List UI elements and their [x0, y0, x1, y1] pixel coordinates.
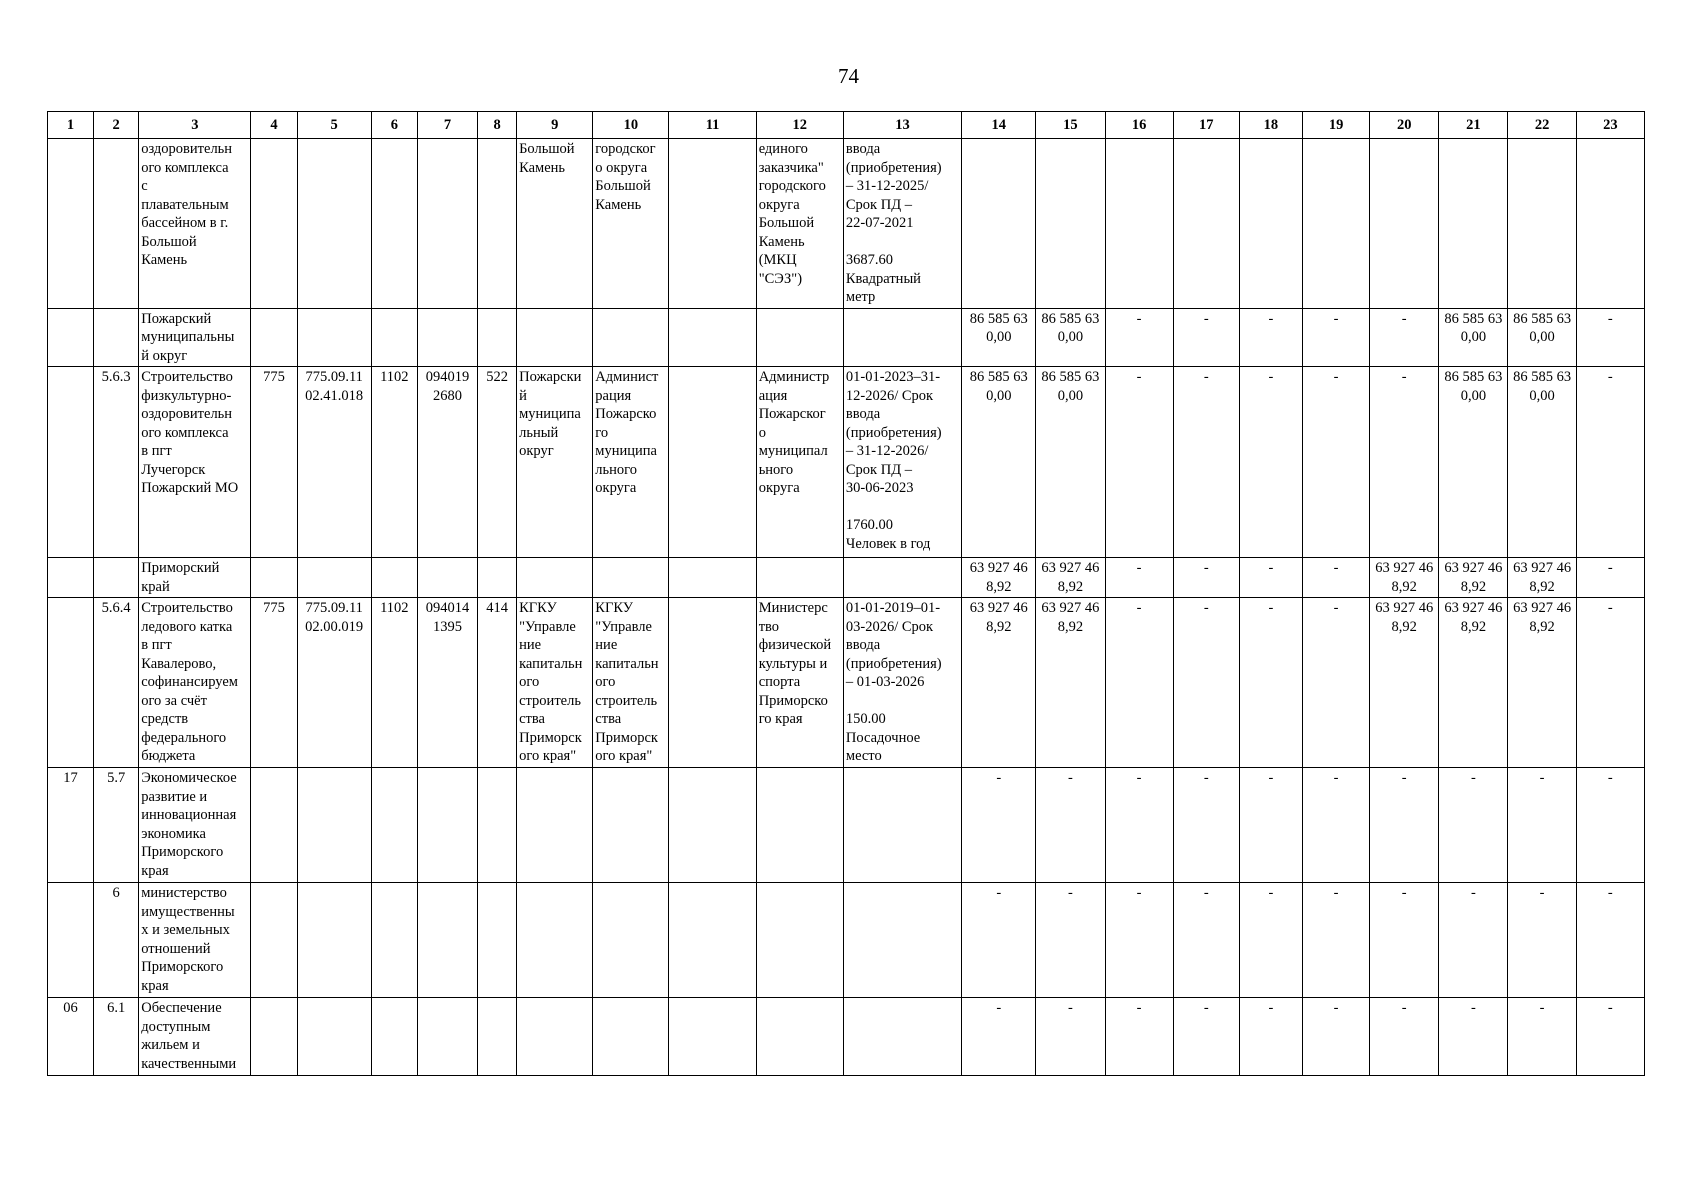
- table-cell-col-20: -: [1370, 883, 1439, 998]
- table-cell-col-22: 63 927 46 8,92: [1508, 558, 1576, 598]
- table-cell-col-1: 06: [48, 998, 94, 1076]
- table-row: [48, 598, 1645, 768]
- table-cell-col-9: Большой Камень: [517, 139, 593, 309]
- table-cell-col-22: -: [1508, 883, 1576, 998]
- table-cell-col-3: Приморский край: [139, 558, 251, 598]
- table-cell-col-21: -: [1439, 998, 1508, 1076]
- table-cell-col-4: [251, 998, 297, 1076]
- table-row: [48, 998, 1645, 1076]
- table-cell-col-7: [417, 308, 477, 367]
- table-cell-col-18: -: [1239, 768, 1302, 883]
- table-cell-col-23: -: [1576, 558, 1644, 598]
- table-cell-col-15: 86 585 63 0,00: [1036, 367, 1105, 558]
- table-cell-col-11: [669, 308, 756, 367]
- table-cell-col-10: [593, 768, 669, 883]
- table-cell-col-12: [756, 768, 843, 883]
- header-cell-18: 18: [1239, 112, 1302, 139]
- table-cell-col-4: [251, 883, 297, 998]
- header-cell-10: 10: [593, 112, 669, 139]
- table-cell-col-13: [843, 308, 961, 367]
- table-cell-col-6: [371, 768, 417, 883]
- table-cell-col-15: -: [1036, 998, 1105, 1076]
- table-cell-col-5: [297, 883, 371, 998]
- table-cell-col-2: 6: [94, 883, 139, 998]
- table-cell-col-15: 63 927 46 8,92: [1036, 558, 1105, 598]
- table-cell-col-5: [297, 768, 371, 883]
- table-cell-col-3: Строительство физкультурно- оздоровительн ого комплекса в пгт Лучегорск Пожарский МО: [139, 367, 251, 558]
- table-cell-col-9: [517, 883, 593, 998]
- table-cell-col-2: 5.6.3: [94, 367, 139, 558]
- table-cell-col-13: 01-01-2019–01- 03-2026/ Срок ввода (приобретения) – 01-03-2026 150.00 Посадочное место: [843, 598, 961, 768]
- table-cell-col-6: [371, 998, 417, 1076]
- table-cell-col-23: -: [1576, 308, 1644, 367]
- table-cell-col-12: единого заказчика" городского округа Большой Камень (МКЦ "СЭЗ"): [756, 139, 843, 309]
- table-cell-col-11: [669, 139, 756, 309]
- header-cell-2: 2: [94, 112, 139, 139]
- table-cell-col-22: -: [1508, 998, 1576, 1076]
- table-cell-col-11: [669, 998, 756, 1076]
- table-cell-col-17: -: [1173, 308, 1239, 367]
- table-cell-col-12: [756, 883, 843, 998]
- table-cell-col-15: -: [1036, 883, 1105, 998]
- table-cell-col-4: 775: [251, 367, 297, 558]
- header-cell-14: 14: [962, 112, 1036, 139]
- table-cell-col-21: 86 585 63 0,00: [1439, 367, 1508, 558]
- table-cell-col-13: [843, 998, 961, 1076]
- header-cell-15: 15: [1036, 112, 1105, 139]
- table-cell-col-9: Пожарски й муниципа льный округ: [517, 367, 593, 558]
- table-cell-col-15: 63 927 46 8,92: [1036, 598, 1105, 768]
- table-cell-col-1: [48, 883, 94, 998]
- table-cell-col-19: -: [1302, 883, 1369, 998]
- table-cell-col-16: -: [1105, 558, 1173, 598]
- table-cell-col-15: -: [1036, 768, 1105, 883]
- table-cell-col-22: 63 927 46 8,92: [1508, 598, 1576, 768]
- table-cell-col-8: [478, 139, 517, 309]
- table-cell-col-2: 6.1: [94, 998, 139, 1076]
- table-cell-col-21: 86 585 63 0,00: [1439, 308, 1508, 367]
- table-cell-col-16: -: [1105, 308, 1173, 367]
- table-cell-col-10: городског о округа Большой Камень: [593, 139, 669, 309]
- table-cell-col-17: -: [1173, 598, 1239, 768]
- header-cell-23: 23: [1576, 112, 1644, 139]
- table-cell-col-17: -: [1173, 558, 1239, 598]
- table-cell-col-14: 86 585 63 0,00: [962, 308, 1036, 367]
- table-cell-col-19: [1302, 139, 1369, 309]
- table-cell-col-4: [251, 308, 297, 367]
- table-cell-col-3: Пожарский муниципальны й округ: [139, 308, 251, 367]
- table-cell-col-3: оздоровительн ого комплекса с плавательным бассейном в г. Большой Камень: [139, 139, 251, 309]
- table-cell-col-6: 1102: [371, 598, 417, 768]
- table-cell-col-3: Обеспечение доступным жильем и качественными: [139, 998, 251, 1076]
- table-cell-col-21: 63 927 46 8,92: [1439, 598, 1508, 768]
- table-cell-col-9: КГКУ "Управле ние капитальн ого строитель ства Приморск ого края": [517, 598, 593, 768]
- table-cell-col-21: [1439, 139, 1508, 309]
- table-cell-col-13: [843, 558, 961, 598]
- table-row: [48, 558, 1645, 598]
- table-cell-col-18: -: [1239, 883, 1302, 998]
- table-cell-col-20: -: [1370, 998, 1439, 1076]
- table-cell-col-7: [417, 998, 477, 1076]
- table-cell-col-8: [478, 308, 517, 367]
- table-row: [48, 883, 1645, 998]
- table-cell-col-9: [517, 998, 593, 1076]
- table-cell-col-4: [251, 768, 297, 883]
- table-cell-col-13: [843, 768, 961, 883]
- table-cell-col-2: [94, 139, 139, 309]
- table-cell-col-8: [478, 883, 517, 998]
- table-cell-col-19: -: [1302, 598, 1369, 768]
- table-cell-col-6: 1102: [371, 367, 417, 558]
- table-cell-col-5: 775.09.11 02.41.018: [297, 367, 371, 558]
- header-cell-22: 22: [1508, 112, 1576, 139]
- table-cell-col-4: [251, 139, 297, 309]
- header-cell-16: 16: [1105, 112, 1173, 139]
- table-cell-col-1: [48, 598, 94, 768]
- table-cell-col-1: [48, 367, 94, 558]
- header-cell-9: 9: [517, 112, 593, 139]
- header-cell-1: 1: [48, 112, 94, 139]
- table-cell-col-14: -: [962, 768, 1036, 883]
- table-cell-col-19: -: [1302, 308, 1369, 367]
- table-cell-col-12: [756, 308, 843, 367]
- table-cell-col-16: -: [1105, 367, 1173, 558]
- table-cell-col-10: [593, 998, 669, 1076]
- table-cell-col-21: 63 927 46 8,92: [1439, 558, 1508, 598]
- table-cell-col-20: -: [1370, 367, 1439, 558]
- header-cell-4: 4: [251, 112, 297, 139]
- table-cell-col-11: [669, 558, 756, 598]
- table-cell-col-1: [48, 308, 94, 367]
- table-cell-col-23: -: [1576, 598, 1644, 768]
- table-cell-col-18: -: [1239, 998, 1302, 1076]
- table-cell-col-15: 86 585 63 0,00: [1036, 308, 1105, 367]
- header-cell-6: 6: [371, 112, 417, 139]
- table-cell-col-6: [371, 883, 417, 998]
- table-cell-col-18: -: [1239, 367, 1302, 558]
- table-cell-col-5: [297, 998, 371, 1076]
- table-cell-col-14: 63 927 46 8,92: [962, 598, 1036, 768]
- table-cell-col-19: -: [1302, 558, 1369, 598]
- table-cell-col-1: [48, 139, 94, 309]
- table-cell-col-23: -: [1576, 998, 1644, 1076]
- table-cell-col-9: [517, 558, 593, 598]
- table-cell-col-2: [94, 558, 139, 598]
- header-cell-11: 11: [669, 112, 756, 139]
- table-cell-col-8: 522: [478, 367, 517, 558]
- table-cell-col-16: -: [1105, 998, 1173, 1076]
- header-cell-7: 7: [417, 112, 477, 139]
- table-cell-col-8: [478, 558, 517, 598]
- table-cell-col-17: -: [1173, 883, 1239, 998]
- table-cell-col-11: [669, 367, 756, 558]
- table-cell-col-20: [1370, 139, 1439, 309]
- table-cell-col-16: -: [1105, 883, 1173, 998]
- table-cell-col-4: 775: [251, 598, 297, 768]
- table-cell-col-2: 5.6.4: [94, 598, 139, 768]
- table-cell-col-17: [1173, 139, 1239, 309]
- table-cell-col-4: [251, 558, 297, 598]
- table-cell-col-16: [1105, 139, 1173, 309]
- table-cell-col-12: [756, 998, 843, 1076]
- table-cell-col-19: -: [1302, 768, 1369, 883]
- table-cell-col-6: [371, 308, 417, 367]
- header-cell-13: 13: [843, 112, 961, 139]
- table-cell-col-22: 86 585 63 0,00: [1508, 367, 1576, 558]
- table-cell-col-12: Министерс тво физической культуры и спорта Приморско го края: [756, 598, 843, 768]
- table-cell-col-22: -: [1508, 768, 1576, 883]
- table-cell-col-8: [478, 998, 517, 1076]
- table-row: [48, 367, 1645, 558]
- table-cell-col-10: Админист рация Пожарско го муниципа льного округа: [593, 367, 669, 558]
- header-cell-21: 21: [1439, 112, 1508, 139]
- table-cell-col-9: [517, 768, 593, 883]
- table-cell-col-7: 094014 1395: [417, 598, 477, 768]
- table-cell-col-20: 63 927 46 8,92: [1370, 598, 1439, 768]
- table-cell-col-16: -: [1105, 598, 1173, 768]
- table-cell-col-5: 775.09.11 02.00.019: [297, 598, 371, 768]
- table-cell-col-20: 63 927 46 8,92: [1370, 558, 1439, 598]
- table-cell-col-17: -: [1173, 768, 1239, 883]
- table-cell-col-10: [593, 308, 669, 367]
- header-cell-19: 19: [1302, 112, 1369, 139]
- table-cell-col-21: -: [1439, 883, 1508, 998]
- table-cell-col-2: 5.7: [94, 768, 139, 883]
- table-cell-col-8: [478, 768, 517, 883]
- table-cell-col-11: [669, 883, 756, 998]
- header-row: [48, 112, 1645, 139]
- table-cell-col-10: [593, 883, 669, 998]
- table-cell-col-7: [417, 558, 477, 598]
- table-cell-col-6: [371, 139, 417, 309]
- table-cell-col-20: -: [1370, 768, 1439, 883]
- table-cell-col-10: [593, 558, 669, 598]
- table-cell-col-1: 17: [48, 768, 94, 883]
- table-cell-col-5: [297, 308, 371, 367]
- table-cell-col-13: ввода (приобретения) – 31-12-2025/ Срок ПД – 22-07-2021 3687.60 Квадратный метр: [843, 139, 961, 309]
- table-row: [48, 308, 1645, 367]
- table-cell-col-12: Администр ация Пожарског о муниципал ьного округа: [756, 367, 843, 558]
- table-cell-col-22: 86 585 63 0,00: [1508, 308, 1576, 367]
- table-cell-col-7: 094019 2680: [417, 367, 477, 558]
- header-cell-20: 20: [1370, 112, 1439, 139]
- table-cell-col-11: [669, 598, 756, 768]
- table-cell-col-14: [962, 139, 1036, 309]
- table-cell-col-16: -: [1105, 768, 1173, 883]
- table-cell-col-5: [297, 139, 371, 309]
- table-cell-col-18: -: [1239, 558, 1302, 598]
- table-row: [48, 768, 1645, 883]
- table-cell-col-14: 86 585 63 0,00: [962, 367, 1036, 558]
- table-cell-col-15: [1036, 139, 1105, 309]
- table-cell-col-23: -: [1576, 768, 1644, 883]
- table-cell-col-23: -: [1576, 883, 1644, 998]
- table-cell-col-2: [94, 308, 139, 367]
- header-cell-12: 12: [756, 112, 843, 139]
- table-cell-col-8: 414: [478, 598, 517, 768]
- table-cell-col-1: [48, 558, 94, 598]
- table-cell-col-13: [843, 883, 961, 998]
- table-cell-col-3: министерство имущественны х и земельных отношений Приморского края: [139, 883, 251, 998]
- table-cell-col-19: -: [1302, 367, 1369, 558]
- table-cell-col-7: [417, 139, 477, 309]
- table-cell-col-20: -: [1370, 308, 1439, 367]
- page-number: 74: [838, 64, 859, 88]
- table-cell-col-18: -: [1239, 308, 1302, 367]
- table-cell-col-3: Экономическое развитие и инновационная экономика Приморского края: [139, 768, 251, 883]
- table-cell-col-19: -: [1302, 998, 1369, 1076]
- table-cell-col-6: [371, 558, 417, 598]
- table-cell-col-3: Строительство ледового катка в пгт Кавалерово, софинансируем ого за счёт средств федерального бюджета: [139, 598, 251, 768]
- header-cell-3: 3: [139, 112, 251, 139]
- table-cell-col-14: -: [962, 883, 1036, 998]
- table-row: [48, 139, 1645, 309]
- table-cell-col-17: -: [1173, 367, 1239, 558]
- table-cell-col-13: 01-01-2023–31- 12-2026/ Срок ввода (приобретения) – 31-12-2026/ Срок ПД – 30-06-2023 1760.00 Человек в год: [843, 367, 961, 558]
- budget-table: [47, 111, 1645, 1076]
- header-cell-5: 5: [297, 112, 371, 139]
- table-cell-col-18: [1239, 139, 1302, 309]
- table-cell-col-7: [417, 768, 477, 883]
- table-cell-col-10: КГКУ "Управле ние капитальн ого строитель ства Приморск ого края": [593, 598, 669, 768]
- table-cell-col-5: [297, 558, 371, 598]
- table-cell-col-14: 63 927 46 8,92: [962, 558, 1036, 598]
- table-cell-col-14: -: [962, 998, 1036, 1076]
- header-cell-8: 8: [478, 112, 517, 139]
- table-cell-col-9: [517, 308, 593, 367]
- table-cell-col-21: -: [1439, 768, 1508, 883]
- header-cell-17: 17: [1173, 112, 1239, 139]
- table-cell-col-17: -: [1173, 998, 1239, 1076]
- table-cell-col-12: [756, 558, 843, 598]
- table-cell-col-23: [1576, 139, 1644, 309]
- table-cell-col-11: [669, 768, 756, 883]
- table-cell-col-18: -: [1239, 598, 1302, 768]
- table-cell-col-22: [1508, 139, 1576, 309]
- table-cell-col-7: [417, 883, 477, 998]
- table-cell-col-23: -: [1576, 367, 1644, 558]
